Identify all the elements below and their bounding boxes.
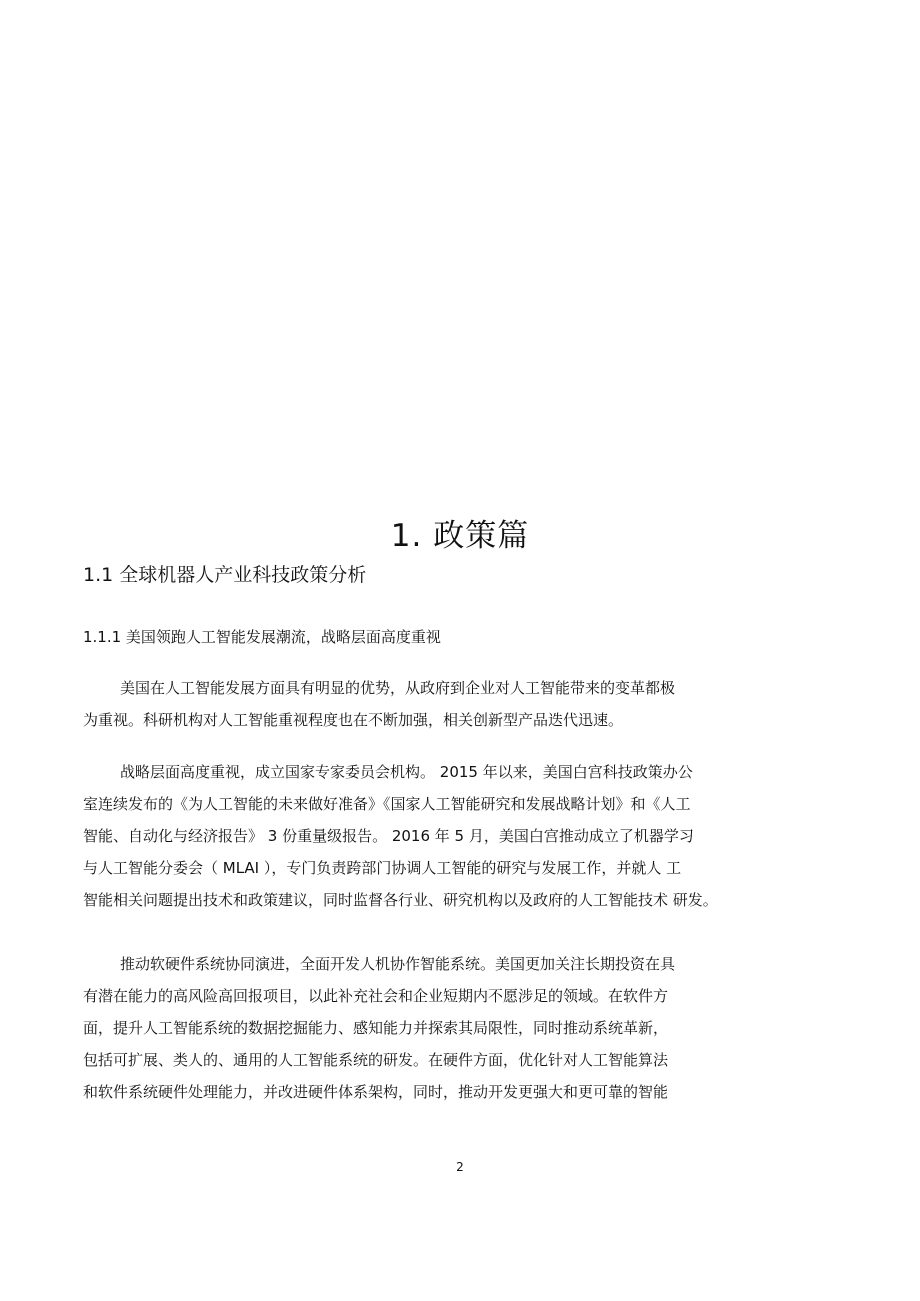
paragraph-line: 智能相关问题提出技术和政策建议，同时监督各行业、研究机构以及政府的人工智能技术 研发。: [83, 891, 718, 909]
paragraph-line: 战略层面高度重视，成立国家专家委员会机构。 2015 年以来，美国白宫科技政策办公: [120, 763, 693, 781]
paragraph-hardware-software: [83, 948, 823, 1108]
paragraph-line: 和软件系统硬件处理能力，并改进硬件体系架构，同时，推动开发更强大和更可靠的智能: [83, 1083, 669, 1101]
paragraph-line: 与人工智能分委会（ MLAI ），专门负责跨部门协调人工智能的研究与发展工作，并就人 工: [83, 859, 682, 877]
paragraph-line: 有潜在能力的高风险高回报项目，以此补充社会和企业短期内不愿涉足的领域。在软件方: [83, 987, 669, 1005]
paragraph-line: 推动软硬件系统协同演进，全面开发人机协作智能系统。美国更加关注长期投资在具: [120, 955, 676, 973]
paragraph-us-ai-advantage: [83, 672, 823, 736]
paragraph-line: 面，提升人工智能系统的数据挖掘能力、感知能力并探索其局限性，同时推动系统革新，: [83, 1019, 669, 1037]
page-number: 2: [456, 1160, 464, 1174]
subsection-title: 1.1.1 美国领跑人工智能发展潮流，战略层面高度重视: [83, 628, 441, 646]
paragraph-line: 室连续发布的《为人工智能的未来做好准备》《国家人工智能研究和发展战略计划》和《人工: [83, 795, 691, 813]
paragraph-line: 美国在人工智能发展方面具有明显的优势，从政府到企业对人工智能带来的变革都极: [120, 679, 676, 697]
chapter-title: 1. 政策篇: [390, 518, 530, 554]
paragraph-line: 为重视。科研机构对人工智能重视程度也在不断加强，相关创新型产品迭代迅速。: [83, 711, 624, 729]
paragraph-line: 包括可扩展、类人的、通用的人工智能系统的研发。在硬件方面，优化针对人工智能算法: [83, 1051, 669, 1069]
section-title: 1.1 全球机器人产业科技政策分析: [83, 564, 367, 586]
paragraph-line: 智能、自动化与经济报告》 3 份重量级报告。 2016 年 5 月，美国白宫推动成立了机器学习: [83, 827, 694, 845]
paragraph-strategy-committee: [83, 756, 823, 916]
